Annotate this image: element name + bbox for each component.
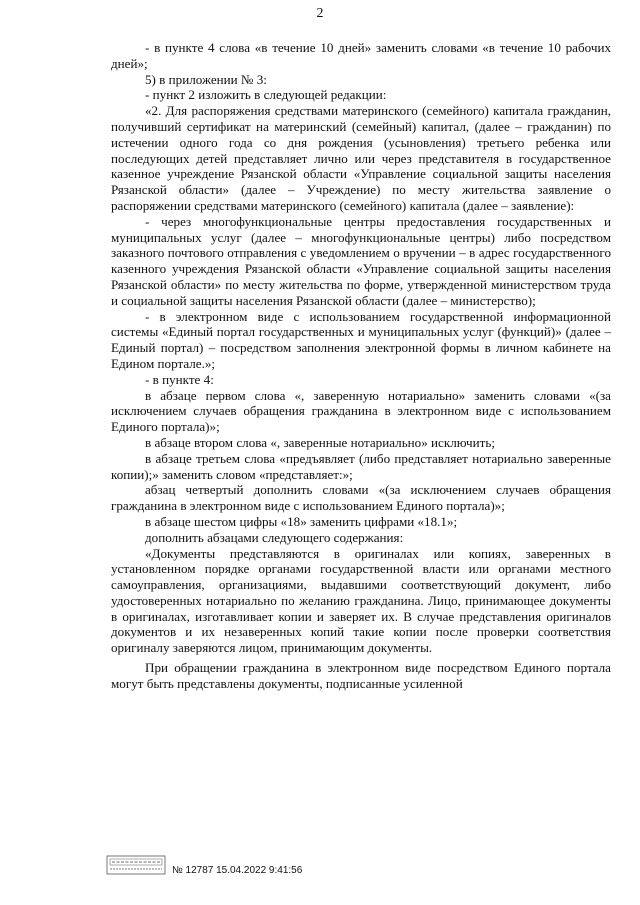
page-number: 2 [316, 6, 324, 21]
paragraph: в абзаце втором слова «, заверенные нотариально» исключить; [145, 434, 495, 450]
paragraph: - в электронном виде с использованием государственной информационной системы «Единый портал государственных и муниципальных услуг (функций)» (далее – Единый портал) – посредством заполнения электронной формы в личном кабинете на Едином портале.»; [111, 308, 611, 371]
paragraph: дополнить абзацами следующего содержания: [145, 529, 404, 545]
paragraph: 5) в приложении № 3: [145, 71, 267, 87]
document-body [111, 40, 611, 692]
page-footer [106, 855, 346, 885]
paragraph: - в пункте 4: [145, 371, 214, 387]
paragraph: в абзаце первом слова «, заверенную нотариально» заменить словами «(за исключением случаев обращения гражданина в электронном виде с использованием Единого портала)»; [111, 387, 611, 435]
paragraph: - в пункте 4 слова «в течение 10 дней» заменить словами «в течение 10 рабочих дней»; [111, 40, 611, 71]
paragraph: в абзаце шестом цифры «18» заменить цифрами «18.1»; [145, 513, 458, 529]
stamp-logo-icon [106, 855, 166, 875]
paragraph: При обращении гражданина в электронном виде посредством Единого портала могут быть представлены документы, подписанные усиленной [111, 660, 611, 691]
paragraph: - пункт 2 изложить в следующей редакции: [145, 87, 387, 103]
paragraph: в абзаце третьем слова «предъявляет (либо представляет нотариально заверенные копии);» заменить словом «представляет:»; [111, 450, 611, 482]
paragraph: «2. Для распоряжения средствами материнского (семейного) капитала гражданин, получивший сертификат на материнский (семейный) капитал, (далее – гражданин) по истечении одного года со дня рождения (усыновления) третьего ребенка или последующих детей представляет лично или через представителя в государственное казенное учреждение Рязанской области «Управление социальной защиты населения Рязанской области» (далее – Учреждение) по месту жительства заявление о распоряжении средствами материнского (семейного) капитала (далее – заявление): [111, 103, 611, 213]
paragraph: «Документы представляются в оригиналах или копиях, заверенных в установленном порядке органами государственной власти или органами местного самоуправления, организациями, выдавшими соответствующий документ, либо удостоверенных нотариально по желанию гражданина. Лицо, принимающее документы в оригиналах, изготавливает копии и заверяет их. В случае представления оригиналов документов и их незаверенных копий такие копии после проверки соответствия оригиналу заверяются лицом, принимающим документы. [111, 545, 611, 656]
document-registration-mark: № 12787 15.04.2022 9:41:56 [172, 865, 303, 876]
paragraph: абзац четвертый дополнить словами «(за исключением случаев обращения гражданина в электронном виде с использованием Единого портала)»; [111, 482, 611, 514]
paragraph: - через многофункциональные центры предоставления государственных и муниципальных услуг (далее – многофункциональные центры) либо посредством заказного почтового отправления с уведомлением о вручении – в адрес государственного казенного учреждения Рязанской области «Управление социальной защиты населения Рязанской области» по месту жительства по форме, утвержденной министерством труда и социальной защиты населения Рязанской области (далее – министерство); [111, 213, 611, 308]
